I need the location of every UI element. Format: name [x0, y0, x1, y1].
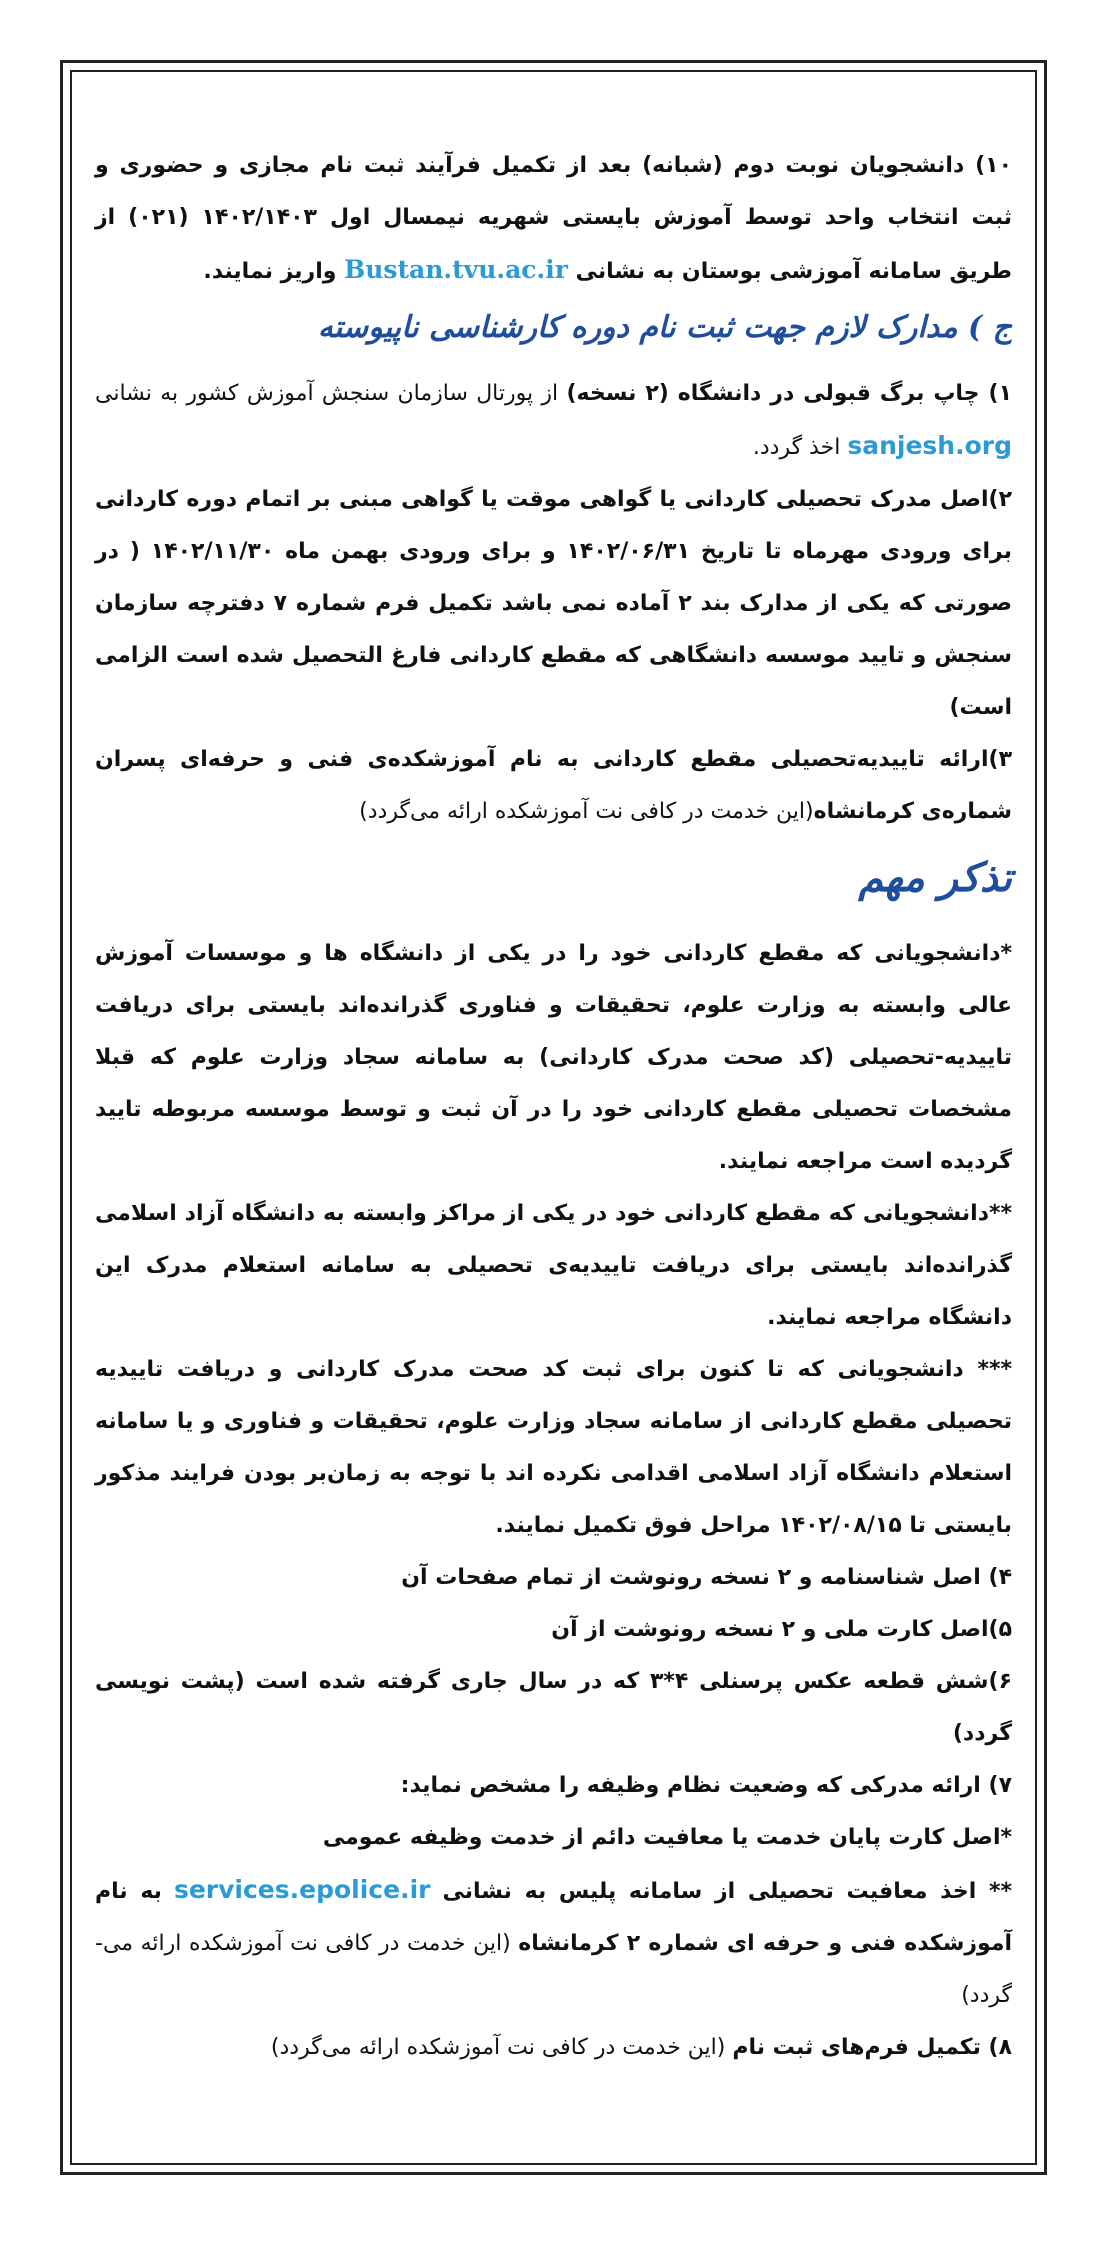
item-8	[95, 2022, 1012, 2074]
note-3: *** دانشجویانی که تا کنون برای ثبت کد صحت مدرک کاردانی و دریافت تاییدیه تحصیلی مقطع کاردانی از سامانه سجاد وزارت علوم، تحقیقات و فناوری و یا سامانه استعلام دانشگاه آزاد اسلامی اقدامی نکرده اند با توجه به زمان‌بر بودن فرایند مذکور بایستی تا ۱۴۰۲/۰۸/۱۵ مراحل فوق تکمیل نمایند.	[95, 1357, 1012, 1538]
item-7b-bold-2: به نام آموزشکده فنی و حرفه ای شماره ۲ کرمانشاه	[95, 1879, 1012, 1956]
item-2: ۲)اصل مدرک تحصیلی کاردانی یا گواهی موقت یا گواهی مبنی بر اتمام دوره کاردانی برای ورودی مهرماه تا تاریخ ۱۴۰۲/۰۶/۳۱ و برای ورودی بهمن ماه ۱۴۰۲/۱۱/۳۰ ( در صورتی که یکی از مدارک بند ۲ آماده نمی باشد تکمیل فرم شماره ۷ دفترچه سازمان سنجش و تایید موسسه دانشگاهی که مقطع کاردانی فارغ التحصیل شده است الزامی است)	[95, 487, 1013, 720]
item-1-bold: ۱) چاپ برگ قبولی در دانشگاه (۲ نسخه)	[566, 381, 1013, 406]
note-1: *دانشجویانی که مقطع کاردانی خود را در یکی از دانشگاه ها و موسسات آموزش عالی وابسته به وزارت علوم، تحقیقات و فناوری گذرانده‌اند بایستی برای دریافت تاییدیه-تحصیلی (کد صحت مدرک کاردانی) به سامانه سجاد وزارت علوم که قبلا مشخصات تحصیلی مقطع کاردانی خود را در آن ثبت و توسط موسسه مربوطه تایید گردیده است مراجعه نمایند.	[95, 941, 1012, 1174]
item-8-normal: (این خدمت در کافی نت آموزشکده ارائه می‌گردد)	[270, 2035, 726, 2060]
item-7: ۷) ارائه مدرکی که وضعیت نظام وظیفه را مشخص نماید:	[400, 1773, 1012, 1798]
item-7a: *اصل کارت پایان خدمت یا معافیت دائم از خدمت وظیفه عمومی	[322, 1825, 1012, 1850]
paragraph-10	[95, 140, 1012, 298]
bustan-link[interactable]: Bustan.tvu.ac.ir	[344, 255, 568, 284]
section-heading-documents: ج ) مدارک لازم جهت ثبت نام دوره کارشناسی ناپیوسته	[317, 310, 1012, 345]
paragraph-10-text: ۱۰) دانشجویان نوبت دوم (شبانه) بعد از تکمیل فرآیند ثبت نام مجازی و حضوری و ثبت انتخاب واحد توسط آموزش بایستی شهریه نیمسال اول ۱۴۰۲/۱۴۰۳ (۰۲۱) از طریق سامانه آموزشی بوستان به نشانی	[95, 153, 1013, 284]
item-8-bold: ۸) تکمیل فرم‌های ثبت نام	[732, 2035, 1012, 2060]
epolice-link[interactable]: services.epolice.ir	[173, 1875, 431, 1904]
section-heading-important-note: تذکر مهم	[858, 854, 1012, 901]
item-3-normal: (این خدمت در کافی نت آموزشکده ارائه می‌گردد)	[359, 799, 814, 824]
sanjesh-link[interactable]: sanjesh.org	[847, 431, 1012, 460]
item-5: ۵)اصل کارت ملی و ۲ نسخه رونوشت از آن	[551, 1617, 1012, 1642]
item-6: ۶)شش قطعه عکس پرسنلی ۴*۳ که در سال جاری گرفته شده است (پشت نویسی گردد)	[95, 1669, 1013, 1746]
item-7b-normal: (این خدمت در کافی نت آموزشکده ارائه می-گردد)	[95, 1931, 1012, 2008]
item-3	[95, 734, 1012, 838]
item-1-tail: اخذ گردد.	[752, 435, 841, 460]
item-4: ۴) اصل شناسنامه و ۲ نسخه رونوشت از تمام صفحات آن	[401, 1565, 1012, 1590]
item-1-normal: از پورتال سازمان سنجش آموزش کشور به نشانی	[95, 381, 559, 406]
note-2: **دانشجویانی که مقطع کاردانی خود در یکی از مراکز وابسته به دانشگاه آزاد اسلامی گذرانده‌اند بایستی برای دریافت تاییدیه‌ی تحصیلی به سامانه استعلام مدرک این دانشگاه مراجعه نمایند.	[95, 1201, 1012, 1330]
paragraph-10-tail: واریز نمایند.	[203, 259, 337, 284]
item-1	[95, 368, 1012, 474]
document-body	[95, 140, 1012, 2074]
item-7b-bold-1: ** اخذ معافیت تحصیلی از سامانه پلیس به نشانی	[442, 1879, 1012, 1904]
item-3-bold: ۳)ارائه تاییدیه‌تحصیلی مقطع کاردانی به نام آموزشکده‌ی فنی و حرفه‌ای پسران شماره‌ی کرمانشاه	[95, 747, 1012, 824]
item-7b	[95, 1864, 1012, 2022]
